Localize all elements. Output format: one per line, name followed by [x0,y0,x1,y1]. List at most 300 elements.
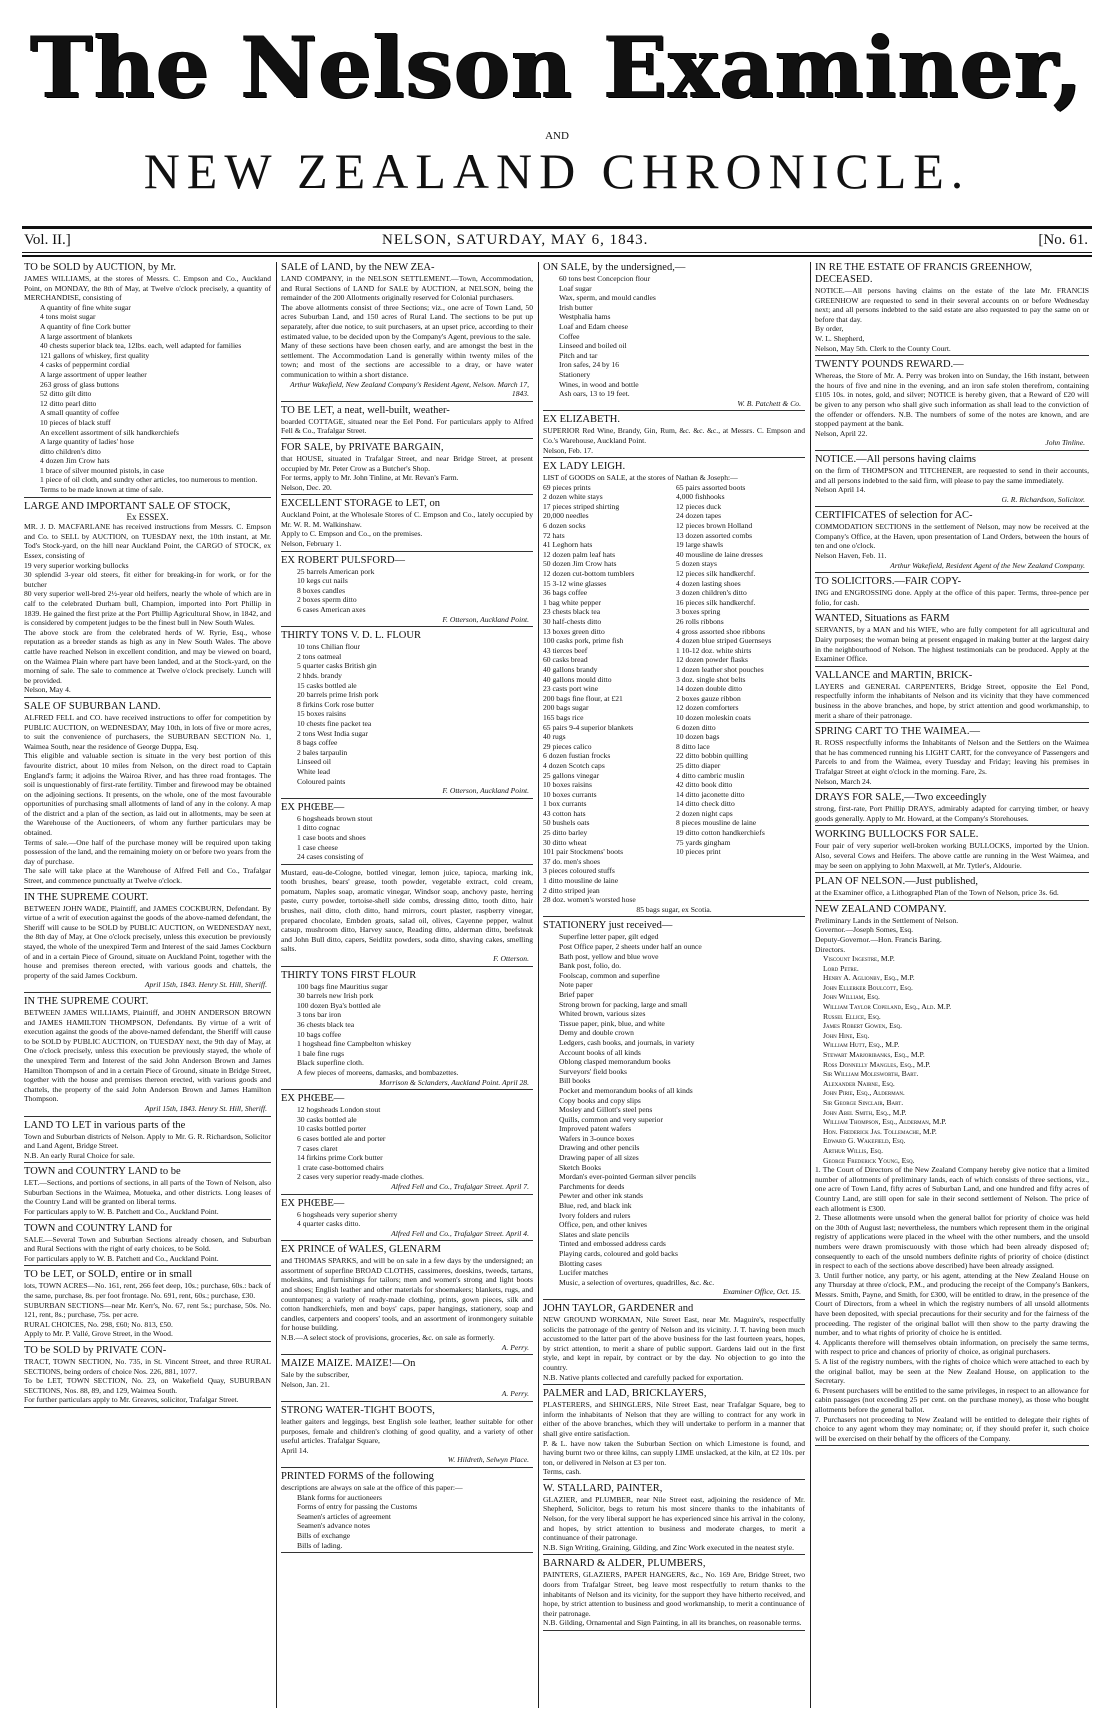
goods-item: 36 bags coffee [543,588,588,598]
ad-headline: EXCELLENT STORAGE to LET, on [281,498,440,510]
ad-list-item: 1 ditto cognac [297,823,341,833]
advertisement [281,1471,533,1553]
ad-list-item: Superfine letter paper, gilt edged [559,932,659,942]
advertisement [24,701,271,889]
goods-item: 28 doz. women's worsted hose [543,895,636,905]
goods-item: 10 boxes raisins [543,780,592,790]
ad-list-item: Forms of entry for passing the Customs [297,1502,418,1512]
ad-headline: EX PRINCE of WALES, GLENARM [281,1244,441,1256]
ad-headline: TO BE LET, a neat, well-built, weather- [281,404,450,416]
ad-headline: SPRING CART TO THE WAIMEA.— [815,726,980,738]
ad-list-item: 1 bale fine rugs [297,1048,345,1058]
ad-list-item: 10 kegs cut nails [297,576,348,586]
ad-signature: John Tinline. [1045,438,1085,448]
ad-list-item: Bills of exchange [297,1530,351,1540]
ad-list-item: 6 cases American axes [297,605,366,615]
advertisement [24,1120,271,1164]
director-name: Alexander Nairne, Esq. [823,1078,895,1088]
ad-text: Terms of sale.—One half of the purchase money will be required upon taking possession of the land, and the remaining moiety on or before two years from the day of purchase. [24,837,271,866]
ad-list-item: 60 tons best Concepcion flour [559,274,651,283]
ad-text: NEW GROUND WORKMAN, Nile Street East, near Mr. Maguire's, respectfully solicits the patronage of the gentry of Nelson and its vicinity. J. T. having been much accustomed to the latter part of the above business for the last fourteen years, hopes, by strict attention, to merit a share of public support. Gardens laid out in the first style, and kept in repair, by contract or by the day. No objection to go into the country. [543,1314,805,1372]
goods-list-right [676,483,805,905]
goods-item: 40 mousline de laine dresses [676,549,763,559]
director-name: George Frederick Young, Esq. [823,1155,915,1165]
ad-signature: F. Otterson, Auckland Point. [442,614,529,624]
ad-text: Nelson, February 1. [281,539,342,549]
ad-list-item: Bath post, yellow and blue wove [559,951,659,961]
goods-item: 4 dozen Scotch caps [543,760,605,770]
ad-headline: SALE OF SUBURBAN LAND. [24,700,161,712]
goods-item: 50 bushels oats [543,818,590,828]
ad-signature: F. Otterson. [493,954,529,964]
company-term: 5. A list of the registry numbers, with the rights of choice which were attached to each by the original ballot, may be seen at the New Zealand House, on application to the Secretary. [815,1357,1089,1386]
dateline-rule [22,252,1092,253]
ad-text: April 14. [281,1445,309,1455]
ad-text: Nelson, April 22. [815,428,868,438]
ad-list-item: 2 bales tarpaulin [297,747,348,757]
goods-item: 13 boxes green ditto [543,626,605,636]
advertisement [281,1198,533,1242]
ad-text: Many of these sections have been chosen early, and are amongst the best in the settlement. The Accommodation Land is generally within twenty miles of the town; and most of the sections are accessible to a dray, or have water communication to within a short distance. [281,341,533,379]
director-name: Russel Ellice, Esq. [823,1011,881,1021]
director-name: William Thompson, Esq., Alderman, M.P. [823,1117,947,1127]
goods-item: 41 Leghorn hats [543,540,593,550]
goods-item: 72 hats [543,530,565,540]
ad-text: leather gaiters and leggings, best English sole leather, leather suitable for other purposes, female and children's clothing of good quality, and a variety of other useful articles. Trafalgar Square, [281,1417,533,1446]
goods-item: 30 ditto wheat [543,837,587,847]
ad-list-item: 10 tons Chilian flour [297,642,361,652]
ad-text: Deputy-Governor.—Hon. Francis Baring. [815,934,942,944]
director-name: Arthur Willis, Esq. [823,1145,884,1155]
ad-list-item: 4 quarter casks ditto. [297,1219,361,1229]
column-3 [543,262,805,1712]
ad-list-item: Terms to be made known at time of sale. [40,485,164,495]
ad-text: SUBURBAN SECTIONS—near Mr. Kerr's, No. 67, rent 5s.; purchase, 50s. No. 121, rent, 8s.; purchase, 75s. per acre. [24,1300,271,1320]
goods-item: 6 dozen ditto [676,722,716,732]
ad-list-item: 1 case cheese [297,842,338,852]
ad-list-item: Brief paper [559,989,594,999]
ad-list-item: 2 cases very superior ready-made clothes. [297,1172,424,1182]
ad-headline: TWENTY POUNDS REWARD.— [815,359,964,371]
dateline [22,230,1092,250]
goods-item: 16 pieces silk handkerchf. [676,597,756,607]
advertisement [24,1223,271,1267]
title-and: AND [545,130,569,142]
ad-list-item: Demy and double crown [559,1028,634,1038]
ad-headline: STRONG WATER-TIGHT BOOTS, [281,1405,435,1416]
ad-list-item: A small quantity of coffee [40,408,120,418]
ad-text: N.B. Sign Writing, Graining, Gilding, and Zinc Work executed in the neatest style. [543,1542,795,1552]
ad-headline: JOHN TAYLOR, GARDENER and [543,1302,694,1314]
ad-list-item: An excellent assortment of silk handkerchiefs [40,427,179,437]
advertisement [815,792,1089,826]
advertisement [24,501,271,698]
advertisement [281,262,533,402]
ad-headline: NOTICE.—All persons having claims [815,453,976,465]
ad-list-item: Pewter and other ink stands [559,1191,643,1201]
ad-list-item: Post Office paper, 2 sheets under half an ounce [559,942,702,951]
goods-item: 200 bags fine flour, at £21 [543,693,623,703]
ad-text: JAMES WILLIAMS, at the stores of Messrs. C. Empson and Co., Auckland Point, on MONDAY, the 8th of May, at Twelve o'clock precisely, a quantity of MERCHANDISE, consisting of [24,274,271,303]
column-4 [815,262,1089,1712]
ad-text: TRACT, TOWN SECTION, No. 735, in St. Vincent Street, and three RURAL SECTIONS, being orders of choice Nos. 226, 881, 1077. [24,1357,271,1376]
director-name: Henry A. Aglionby, Esq., M.P. [823,973,915,983]
ad-text: LIST of GOODS on SALE, at the stores of Nathan & Joseph:— [543,473,738,483]
ad-text: LET.—Sections, and portions of sections, in all parts of the Town of Nelson, also Suburban Sections in the Waimea, Motueka, and other districts. Long leases of the Country Land will be granted on liberal terms. [24,1178,271,1207]
ad-signature: April 15th, 1843. Henry St. Hill, Sheriff. [144,980,267,990]
ad-list-item: Tinted and embossed address cards [559,1239,666,1249]
ad-list-item: Loaf sugar [559,283,592,293]
goods-item: 2 dozen night caps [676,808,733,818]
ad-list-item: 4 dozen Jim Crow hats [40,456,110,466]
ad-list-item: 100 bags fine Mauritius sugar [297,981,388,991]
ad-text: LAND COMPANY, in the NELSON SETTLEMENT.—Town, Accommodation, and Rural Sections of LAND for SALE by AUCTION, at NELSON, being the remainder of the 200 Allotments originally reserved for Colonial purchasers. [281,274,533,303]
company-term: 6. Present purchasers will be entitled to the same privileges, in respect to an allowance for cabin passages (not exceeding 25 per cent. on the purchase money), as those who bought allotments before the general ballot. [815,1385,1089,1414]
ad-text: ALFRED FELL and CO. have received instructions to offer for competition by PUBLIC AUCTION, on WEDNESDAY, May 10th, in lots of five or more acres, to suit the convenience of purchasers, the SUBURBAN SECTION No. 1, Waimea South, near the residence of George Duppa, Esq. [24,712,271,751]
ad-headline: WANTED, Situations as FARM [815,613,950,625]
advertisement [281,1405,533,1468]
ad-headline: NEW ZEALAND COMPANY. [815,903,947,915]
ad-list-item: Stationery [559,369,591,379]
ad-list-item: White lead [297,766,331,776]
goods-item: 69 pieces prints [543,482,591,492]
ad-signature: Examiner Office, Oct. 15. [722,1287,801,1297]
column-1 [24,262,271,1712]
ad-list-item: Music, a selection of overtures, quadrilles, &c. &c. [559,1277,715,1287]
advertisement [543,920,805,1300]
ad-list-item: 1 crate case-bottomed chairs [297,1162,384,1172]
goods-item: 6 dozen fustian frocks [543,751,611,761]
ad-text: Preliminary Lands in the Settlement of Nelson. [815,915,959,925]
ad-list-item: Pitch and tar [559,350,598,360]
ad-text: Nelson, Jan. 21. [281,1379,330,1389]
goods-item: 14 ditto jaconette ditto [676,789,745,799]
director-name: John Abel Smith, Esq., M.P. [823,1107,907,1117]
ad-text: N.B. Gilding, Ornamental and Sign Painting, in all its branches, on reasonable terms. [543,1618,802,1628]
advertisement [543,1483,805,1556]
ad-headline: DRAYS FOR SALE,—Two exceedingly [815,792,987,804]
ad-list-item: Oblong clasped memorandum books [559,1057,671,1067]
ad-list-item: Blank forms for auctioneers [297,1492,382,1502]
goods-item: 200 bags sugar [543,703,589,713]
ad-list-item: A quantity of fine Cork butter [40,321,131,331]
goods-item: 40 gallons brandy [543,664,598,674]
ad-text: ING and ENGROSSING done. Apply at the office of this paper. Terms, three-pence per folio, for cash. [815,588,1089,607]
goods-item: 24 dozen tapes [676,511,722,521]
advertisement [24,262,271,498]
advertisement [815,829,1089,873]
ad-headline: BARNARD & ALDER, PLUMBERS, [543,1558,706,1570]
ad-text: The above allotments consist of three Sections; viz., one acre of Town Land, 50 acres Suburban Land, and 150 acres of Rural Land. The sections to be put up separately, after due notice, to suit purchasers, at an upset price, according to their estimated value, to be decided upon by the Company's Agent, previous to the sale. [281,302,533,341]
ad-list-item: 4 tons moist sugar [40,312,96,322]
company-term: 1. The Court of Directors of the New Zealand Company hereby give notice that a limited number of allotments of preliminary lands, each of which consists of three sections, viz., one acre of Town Land, fifty acres of Suburban Land, and one hundred and fifty acres of Country Land, are still open for sale in their second settlement of Nelson. The price of each allotment is £300. [815,1165,1089,1213]
newspaper-subtitle: NEW ZEALAND CHRONICLE. [143,143,971,199]
goods-item: 12 dozen cut-bottom tumblers [543,569,635,579]
ad-list-item: Linseed oil [297,757,331,767]
ad-headline: VALLANCE and MARTIN, BRICK- [815,669,973,681]
director-name: Hon. Frederick Jas. Tollemache, M.P. [823,1126,937,1136]
goods-item: 65 pairs 9-4 superior blankets [543,722,634,732]
ad-signature: W. B. Patchett & Co. [737,398,801,408]
goods-list-left [543,483,672,905]
ad-headline: EX PHŒBE— [281,1197,345,1209]
goods-item: 4 ditto cambric muslin [676,770,745,780]
goods-item: 2 boxes gauze ribbon [676,693,741,703]
ad-list-item: A large assortment of upper leather [40,369,147,379]
advertisement [815,670,1089,723]
column-rule [276,262,277,1708]
ad-list-item: 1 piece of oil cloth, and sundry other articles, too numerous to mention. [40,475,258,485]
ad-text: RURAL CHOICES, No. 298, £60; No. 813, £50. [24,1319,173,1329]
company-term: 4. Applicants therefore will themselves obtain information, on precisely the same terms, with respect to price and chances of priority of choice, as original purchasers. [815,1337,1089,1357]
ad-list-item: Bills of lading. [297,1540,343,1550]
advertisement [815,510,1089,573]
ad-list-item: 4 casks of peppermint cordial [40,360,130,370]
director-name: John Hine, Esq. [823,1030,870,1040]
goods-item: 12 pieces duck [676,501,722,511]
director-name: Ross Donnelly Mangles, Esq., M.P. [823,1059,931,1069]
goods-item: 2 dozen white stays [543,492,603,502]
ad-headline: TO be LET, or SOLD, entire or in small [24,1269,193,1281]
goods-item: 37 do. men's shoes [543,856,601,866]
ad-headline: PRINTED FORMS of the following [281,1470,434,1482]
advertisement [24,1269,271,1342]
company-term: 2. These allotments were unsold when the general ballot for priority of choice was held on the 30th of August last; nevertheless, the numbers which represent them in the original registry of applications were placed in the wheel with the other numbers, and the unsold numbers were drawn promiscuously with those which had been already disposed of; consequently to each of the unsold numbers definite rights of priority of choice (distinct in respect to each of the sections above described) have been already assigned. [815,1213,1089,1271]
ad-list-item: 6 hogsheads brown stout [297,813,373,823]
ad-text: This eligible and valuable section is situate in the very best portion of this favourite district, about 10 miles from Nelson, on the direct road to Captain England's farm; it adjoins the Wairoa River, and has three road frontages. The soil is unquestionably of first-rate fertility. Timber and firewood may be obtained on the adjoining sections. It presents, on the whole, one of the most favourable opportunities of purchasing small allotments of land of any in the colony. A map of the district and a plan of the section, as laid out in allotments, may be seen at the Warehouse of the Auctioneers, of whom any further particulars may be obtained. [24,751,271,838]
ad-list-item: Account books of all kinds [559,1047,641,1057]
goods-item: 17 pieces striped shirting [543,501,620,511]
ad-text: SERVANTS, by a MAN and his WIFE, who are fully competent for all agricultural and Dairy purposes; the woman being at present engaged in making butter at the largest dairy in the neighbourhood of Nelson. The highest testimonials can be produced. Apply at the Examiner Office. [815,625,1089,664]
ad-list-item: Blue, red, and black ink [559,1201,632,1211]
ad-list-item: Copy books and copy slips [559,1095,641,1105]
ad-signature: F. Otterson, Auckland Point. [442,786,529,796]
goods-item: 4 gross assorted shoe ribbons [676,626,766,636]
goods-item: 43 tierces beef [543,645,588,655]
ad-signature: G. R. Richardson, Solicitor. [1001,494,1085,504]
ad-list-item: Improved patent wafers [559,1124,632,1134]
goods-item: 30 half-chests ditto [543,617,602,626]
ad-headline: LARGE AND IMPORTANT SALE OF STOCK, [24,500,231,512]
goods-item: 2 ditto striped jean [543,885,600,895]
ad-list-item: Wafers in 3-ounce boxes [559,1133,635,1143]
advertisement [281,442,533,495]
advertisement [815,876,1089,901]
ad-signature: A. Perry. [501,1342,529,1352]
ad-list-item: Black superfine cloth. [297,1058,364,1068]
ad-text: Nelson, Feb. 17. [543,445,593,455]
goods-item: 75 yards gingham [676,837,731,847]
goods-item: 8 ditto lace [676,741,710,751]
ad-list-item: Wines, in wood and bottle [559,379,639,389]
director-name: Stewart Marjoribanks, Esq., M.P. [823,1050,925,1060]
ad-list-item: Loaf and Edam cheese [559,321,628,331]
ad-text: SUPERIOR Red Wine, Brandy, Gin, Rum, &c. &c. &c., at Messrs. C. Empson and Co.'s Warehouse, Auckland Point. [543,426,805,445]
goods-item: 1 10-12 doz. white shirts [676,645,752,655]
newspaper-title: The Nelson Examiner, [30,18,1084,117]
ad-list-item: Ivory folders and rulers [559,1210,631,1220]
ad-text: W. L. Shepherd, [815,333,865,343]
ad-headline: EX PHŒBE— [281,801,345,813]
advertisement [543,262,805,411]
goods-item: 10 pieces print [676,847,721,857]
ad-headline: W. STALLARD, PAINTER, [543,1482,663,1494]
advertisement [281,1093,533,1194]
ad-text: descriptions are always on sale at the office of this paper:— [281,1482,463,1492]
ad-text: Apply to C. Empson and Co., on the premises. [281,529,423,539]
ad-list-item: 10 bags coffee [297,1029,342,1039]
goods-item: 25 ditto barley [543,828,588,838]
ad-list-item: Seamen's articles of agreement [297,1511,391,1521]
director-name: Lord Petre. [823,963,859,973]
ad-list-item: 8 boxes candles [297,585,346,595]
ad-list-item: 12 ditto pearl ditto [40,398,97,408]
ad-list-item: 15 casks bottled ale [297,680,357,690]
ad-list-item: Ledgers, cash books, and journals, in variety [559,1037,695,1047]
ad-text: Terms, cash. [543,1467,582,1477]
column-2 [281,262,533,1712]
goods-item: 10 dozen bags [676,732,720,742]
advertisement [815,262,1089,356]
goods-item: 60 casks bread [543,655,588,665]
ad-list-item: Surveyors' field books [559,1066,628,1076]
ad-text: Four pair of very superior well-broken working BULLOCKS, imported by the Union. Also, several Cows and Heifers. The above cattle are running in the West Waimea, and may be seen on applying to John Maxwell, at Mr. Tytler's, Aldourie. [815,841,1089,870]
goods-item: 19 ditto cotton handkerchiefs [676,828,765,838]
director-name: William Taylor Copeland, Esq., Ald. M.P. [823,1002,952,1012]
ad-headline: PALMER and LAD, BRICKLAYERS, [543,1388,707,1400]
ad-list-item: 1 brace of silver mounted pistols, in case [40,465,164,475]
ad-text: 19 very superior working bullocks [24,560,129,570]
director-name: William Hutt, Esq., M.P. [823,1040,900,1050]
column-rule [538,262,539,1708]
ad-text: SALE.—Several Town and Suburban Sections already chosen, and Suburban and Rural Sections with the right of early choices, to be Sold. [24,1234,271,1254]
ad-signature: Alfred Fell and Co., Trafalgar Street. April 7. [391,1181,529,1191]
ad-text: To be LET, TOWN SECTION, No. 23, on Wakefield Quay, SUBURBAN SECTIONS, Nos. 88, 89, and 129, Waimea South. [24,1376,271,1395]
goods-item: 12 dozen palm leaf hats [543,549,616,559]
goods-item: 15 3-12 wine glasses [543,578,607,588]
ad-headline: TOWN and COUNTRY LAND for [24,1222,173,1234]
ad-text: 30 splendid 3-year old steers, fit either for breaking-in for work, or for the butcher [24,570,271,589]
ad-list-item: Coffee [559,331,580,341]
ad-text: Whereas, the Store of Mr. A. Perry was broken into on Sunday, the 16th instant, between the hours of five and nine in the evening, and an iron safe stolen therefrom, containing £105 10s. in notes, gold, and silver; NOTICE is hereby given, that a Reward of £20 will be given to any person who shall give such information as shall lead to the conviction of the offender or offenders. N.B. The numbers of some of the notes are known, and are stopped payment at the bank. [815,371,1089,429]
ad-list-item: Drawing and other pencils [559,1143,640,1153]
goods-item: 13 dozen assorted combs [676,530,753,540]
ad-headline: TO be SOLD by AUCTION, by Mr. [24,262,177,273]
goods-item: 29 pieces calico [543,741,592,751]
goods-item: 25 gallons vinegar [543,770,600,780]
ad-text: The sale will take place at the Warehouse of Alfred Fell and Co., Trafalgar Street, and commence punctually at Twelve o'clock. [24,866,271,886]
ad-text: PAINTERS, GLAZIERS, PAPER HANGERS, &c., No. 169 Are, Bridge Street, two doors from Trafalgar Street, beg leave most respectfully to return thanks to the inhabitants of Nelson and its vicinity, for the support they have hitherto received, and hope, by strict attention to business and good workmanship, to merit a continuance of their patronage. [543,1570,805,1618]
ad-headline: EX ROBERT PULSFORD— [281,554,406,566]
goods-item: 40 gallons mould ditto [543,674,612,684]
ad-headline: EX ELIZABETH. [543,414,620,426]
ad-subheading: Ex ESSEX. [126,511,169,522]
ad-text: Nelson April 14. [815,485,866,495]
advertisement [281,970,533,1091]
goods-item: 12 dozen powder flasks [676,655,748,665]
ad-text: Directors. [815,944,846,954]
goods-item: 40 rugs [543,732,566,742]
issue-date: NELSON, SATURDAY, MAY 6, 1843. [382,232,649,248]
ad-list-item: 10 chests fine packet tea [297,718,372,728]
ad-text: BETWEEN JOHN WADE, Plaintiff, and JAMES COCKBURN, Defendant. By virtue of a writ of execution against the goods of the above-named defendant, the Sheriff will cause to be SOLD by PUBLIC AUCTION, on WEDNESDAY next, the 8th day of May, at One o'clock precisely, unless this execution be previously stayed, the whole of the unexpired Term and Interest of the said James Cockburn of and in a certain Piece of Ground, situate on Auckland Point, together with the house and premises thereon erected, with various goods and chattels, the property of the said James Cockburn. [24,903,271,980]
goods-item: 1 dozen leather shot pouches [676,664,764,674]
ad-list-item: 25 barrels American pork [297,566,375,576]
ad-headline: PLAN OF NELSON.—Just published, [815,876,979,888]
ad-list-item: Ash oars, 13 to 19 feet. [559,389,630,399]
advertisement [281,1244,533,1355]
ad-list-item: 2 hhds. brandy [297,671,342,680]
company-term: 7. Purchasers not proceeding to New Zealand will be entitled to delegate their rights of choice to any agent whom they may nominate; or, if they should prefer it, such choice will be exercised on their behalf by the officers of the Company. [815,1414,1089,1443]
ad-list-item: Coloured paints [297,776,346,786]
ad-list-item: 2 boxes sperm ditto [297,595,357,605]
director-name: Sir William Molesworth, Bart. [823,1069,919,1079]
ad-text: Nelson Haven, Feb. 11. [815,551,887,561]
ad-list-item: Mosley and Gillott's steel pens [559,1105,653,1115]
ad-headline: TO be SOLD by PRIVATE CON- [24,1345,167,1356]
ad-headline: EX PHŒBE— [281,1093,345,1105]
ad-text: Nelson, May 5th. Clerk to the County Court. [815,343,951,353]
company-term: 3. Until further notice, any party, or his agent, attending at the New Zealand House on any Thursday at three o'clock, P.M., and producing the receipt of the Company's Bankers, Messrs. Smith, Payne, and Smith, for £300, will be entitled to draw, in the presence of the Court of Directors, from a wheel in which the registry numbers of all unsold allotments have been deposited, with special precautions for their security and for the fairness of the proceeding. The register of the original ballot will then show to the party drawing the number, and to what rights of priority of choice he is entitled. [815,1270,1089,1338]
ad-list-item: 20 barrels prime Irish pork [297,690,379,700]
director-name: James Robert Gowen, Esq. [823,1021,903,1031]
goods-item: 43 cotton hats [543,808,586,818]
ad-headline: TO SOLICITORS.—FAIR COPY- [815,576,962,588]
ad-list-item: 12 hogsheads London stout [297,1105,381,1115]
ad-text: PLASTERERS, and SHINGLERS, Nile Street East, near Trafalgar Square, beg to inform the inhabitants of Nelson that they are willing to contract for any work in either of the above branches, which they will undertake to perform in a manner that shall give entire satisfaction. [543,1400,805,1438]
ad-list-item: 8 firkins Cork rose butter [297,699,374,709]
ad-list-item: Note paper [559,980,593,990]
ad-list-item: A large quantity of ladies' hose [40,437,134,447]
ad-list-item: Westphalia hams [559,312,611,322]
goods-item: 23 chests black tea [543,607,601,617]
ad-list-item: 2 tons West India sugar [297,728,368,738]
ad-signature: April 15th, 1843. Henry St. Hill, Sheriff. [144,1103,267,1113]
ad-list-item: 40 chests superior black tea, 12lbs. each, well adapted for families [40,341,242,351]
advertisement [815,359,1089,451]
ad-list-item: Foolscap, common and superfine [559,970,660,980]
ad-list-item: 30 casks bottled ale [297,1114,357,1124]
director-name: Viscount Ingestre, M.P. [823,954,895,964]
advertisement [281,498,533,551]
advertisement [24,996,271,1117]
ad-text: 80 very superior well-bred 2½-year old heifers, nearly the whole of which are in calf to the celebrated Durham bull, Champion, imported into Port Phillip in 1839. He gained the first prize at the Port Phillip Agricultural Show, in 1842, and is considered by competent judges to be the finest bull in New South Wales. [24,589,271,628]
ad-text: For particulars apply to W. B. Patchett and Co., Auckland Point. [24,1253,219,1263]
ad-list-item: Linseed and boiled oil [559,341,627,351]
ad-list-item: 5 quarter casks British gin [297,661,377,671]
ad-headline: IN THE SUPREME COURT. [24,891,149,903]
ad-list-item: 7 cases claret [297,1143,338,1153]
goods-item: 12 dozen comforters [676,703,739,713]
ad-signature: Arthur Wakefield, New Zealand Company's Resident Agent, Nelson. March 17, 1843. [289,379,529,399]
ad-headline: THIRTY TONS V. D. L. FLOUR [281,630,421,642]
goods-item: 3 boxes spring [676,607,721,617]
ad-headline: EX LADY LEIGH. [543,461,626,473]
ad-text: The above stock are from the celebrated herds of W. Ryrie, Esq., whose reputation as a breeder stands as high as any in New South Wales. The above cattle have reached Nelson in excellent condition, and may be viewed on board, on the Waimea Plain where part have been landed, and at the Stock-yard, on the morning of sale. The sale to commence at Twelve o'clock precisely. Lunch will be provided. [24,627,271,685]
goods-item: 3 pieces coloured stuffs [543,866,615,876]
ad-list-item: 10 casks bottled porter [297,1124,366,1134]
ad-headline: MAIZE MAIZE. MAIZE!—On [281,1358,416,1370]
volume-number: Vol. II.] [24,232,71,248]
ad-list-item: 6 hogsheads very superior sherry [297,1209,398,1219]
goods-item: 22 ditto bobbin quilling [676,751,748,761]
advertisement [24,1166,271,1219]
goods-item: 26 rolls ribbons [676,617,724,626]
ad-headline: CERTIFICATES of selection for AC- [815,510,973,522]
advertisement [281,802,533,865]
masthead [0,0,1114,230]
ad-list-item: 2 tons oatmeal [297,651,342,661]
